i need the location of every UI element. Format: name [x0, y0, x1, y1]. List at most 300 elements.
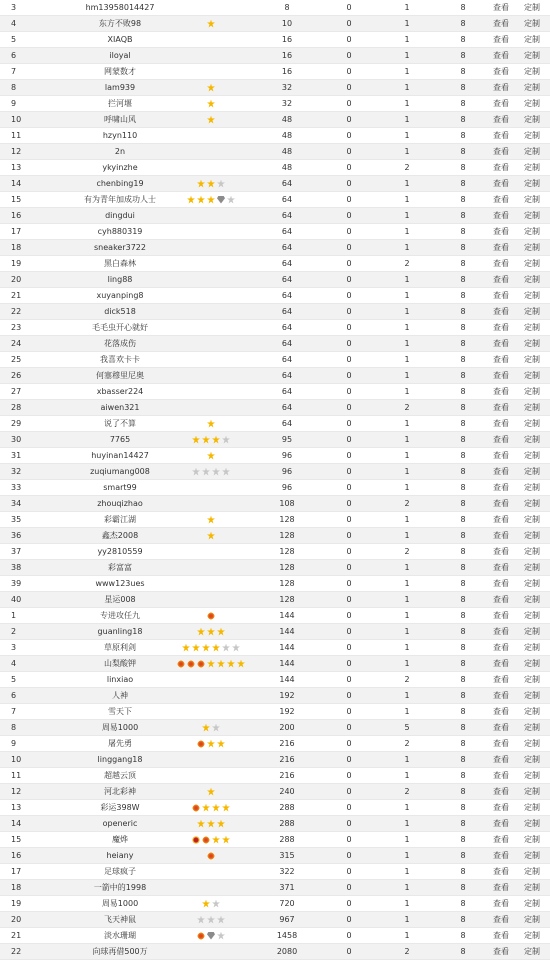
stat-cell-3: 1 [404, 771, 410, 780]
gold-star-icon [207, 116, 215, 124]
customize-link[interactable]: 定制 [524, 595, 540, 604]
username-cell: 网蒙数才 [104, 67, 136, 76]
stat-cell-4: 8 [460, 227, 466, 236]
stat-cell-3: 1 [404, 419, 410, 428]
username-cell: linxiao [106, 675, 134, 684]
stat-cell-4: 8 [460, 899, 466, 908]
customize-link[interactable]: 定制 [524, 915, 540, 924]
stat-cell-4: 8 [460, 771, 466, 780]
view-link[interactable]: 查看 [493, 499, 509, 508]
username-cell: 周易1000 [101, 899, 139, 908]
stat-cell-4: 8 [460, 755, 466, 764]
stat-cell-4: 8 [460, 579, 466, 588]
view-link[interactable]: 查看 [493, 803, 509, 812]
stat-cell-3: 1 [404, 915, 410, 924]
level-icons-cell [168, 336, 254, 351]
stat-cell-2: 0 [346, 851, 352, 860]
customize-link[interactable]: 定制 [524, 563, 540, 572]
rank-cell: 15 [11, 195, 22, 204]
gold-star-icon [207, 180, 215, 188]
customize-link[interactable]: 定制 [524, 275, 540, 284]
rank-cell: 17 [11, 867, 22, 876]
customize-link[interactable]: 定制 [524, 483, 540, 492]
customize-link[interactable]: 定制 [524, 227, 540, 236]
level-icons-cell [168, 832, 254, 847]
customize-link[interactable]: 定制 [524, 387, 540, 396]
customize-link[interactable]: 定制 [524, 451, 540, 460]
customize-link[interactable]: 定制 [524, 147, 540, 156]
stat-cell-2: 0 [346, 435, 352, 444]
view-link[interactable]: 查看 [493, 547, 509, 556]
username-cell: ling88 [107, 275, 133, 284]
view-link[interactable]: 查看 [493, 659, 509, 668]
customize-link[interactable]: 定制 [524, 499, 540, 508]
view-link[interactable]: 查看 [493, 467, 509, 476]
customize-link[interactable]: 定制 [524, 515, 540, 524]
view-link[interactable]: 查看 [493, 227, 509, 236]
stat-cell-2: 0 [346, 659, 352, 668]
stat-cell-1: 216 [279, 755, 295, 764]
username-cell: 鑫杰2008 [101, 531, 139, 540]
table-row [0, 368, 550, 384]
customize-link[interactable]: 定制 [524, 259, 540, 268]
stat-cell-4: 8 [460, 499, 466, 508]
stat-cell-2: 0 [346, 259, 352, 268]
rank-cell: 20 [11, 915, 22, 924]
stat-cell-4: 8 [460, 403, 466, 412]
stat-cell-2: 0 [346, 483, 352, 492]
view-link[interactable]: 查看 [493, 515, 509, 524]
gold-star-icon [207, 196, 215, 204]
stat-cell-1: 32 [281, 99, 293, 108]
stat-cell-2: 0 [346, 403, 352, 412]
customize-link[interactable]: 定制 [524, 755, 540, 764]
stat-cell-2: 0 [346, 307, 352, 316]
view-link[interactable]: 查看 [493, 787, 509, 796]
view-link[interactable]: 查看 [493, 275, 509, 284]
stat-cell-4: 8 [460, 35, 466, 44]
customize-link[interactable]: 定制 [524, 819, 540, 828]
stat-cell-2: 0 [346, 131, 352, 140]
silver-star-icon [192, 468, 200, 476]
stat-cell-1: 32 [281, 83, 293, 92]
customize-link[interactable]: 定制 [524, 51, 540, 60]
username-cell: smart99 [103, 483, 137, 492]
table-row [0, 48, 550, 64]
username-cell: 7765 [109, 435, 131, 444]
customize-link[interactable]: 定制 [524, 531, 540, 540]
view-link[interactable]: 查看 [493, 355, 509, 364]
stat-cell-1: 64 [281, 243, 293, 252]
customize-link[interactable]: 定制 [524, 291, 540, 300]
view-link[interactable]: 查看 [493, 611, 509, 620]
rank-cell: 40 [11, 595, 22, 604]
stat-cell-2: 0 [346, 515, 352, 524]
view-link[interactable]: 查看 [493, 35, 509, 44]
view-link[interactable]: 查看 [493, 83, 509, 92]
rank-cell: 11 [11, 771, 22, 780]
sun-medal-icon [202, 836, 210, 844]
customize-link[interactable]: 定制 [524, 659, 540, 668]
view-link[interactable]: 查看 [493, 483, 509, 492]
view-link[interactable]: 查看 [493, 451, 509, 460]
view-link[interactable]: 查看 [493, 403, 509, 412]
view-link[interactable]: 查看 [493, 259, 509, 268]
view-link[interactable]: 查看 [493, 99, 509, 108]
view-link[interactable]: 查看 [493, 131, 509, 140]
table-row [0, 640, 550, 656]
rank-cell: 10 [11, 115, 22, 124]
level-icons-cell [168, 864, 254, 879]
view-link[interactable]: 查看 [493, 195, 509, 204]
view-link[interactable]: 查看 [493, 339, 509, 348]
view-link[interactable]: 查看 [493, 51, 509, 60]
customize-link[interactable]: 定制 [524, 627, 540, 636]
customize-link[interactable]: 定制 [524, 787, 540, 796]
stat-cell-2: 0 [346, 563, 352, 572]
customize-link[interactable]: 定制 [524, 771, 540, 780]
level-icons-cell [168, 752, 254, 767]
view-link[interactable]: 查看 [493, 147, 509, 156]
stat-cell-1: 64 [281, 371, 293, 380]
diamond-icon [217, 196, 225, 204]
view-link[interactable]: 查看 [493, 67, 509, 76]
stat-cell-4: 8 [460, 947, 466, 956]
stat-cell-2: 0 [346, 883, 352, 892]
level-icons-cell [168, 496, 254, 511]
stat-cell-4: 8 [460, 451, 466, 460]
sun-medal-icon [197, 932, 205, 940]
view-link[interactable]: 查看 [493, 643, 509, 652]
view-link[interactable]: 查看 [493, 835, 509, 844]
customize-link[interactable]: 定制 [524, 899, 540, 908]
table-row [0, 896, 550, 912]
customize-link[interactable]: 定制 [524, 803, 540, 812]
username-cell: 毛毛虫开心就好 [92, 323, 148, 332]
stat-cell-2: 0 [346, 915, 352, 924]
stat-cell-4: 8 [460, 275, 466, 284]
view-link[interactable]: 查看 [493, 883, 509, 892]
stat-cell-2: 0 [346, 371, 352, 380]
customize-link[interactable]: 定制 [524, 707, 540, 716]
username-cell: dingdui [105, 211, 135, 220]
stat-cell-4: 8 [460, 387, 466, 396]
rank-cell: 10 [11, 755, 22, 764]
rank-cell: 2 [11, 627, 17, 636]
gold-star-icon [212, 436, 220, 444]
sun-medal-icon [187, 660, 195, 668]
rank-cell: 38 [11, 563, 22, 572]
level-icons-cell [168, 128, 254, 143]
gold-star-icon [222, 804, 230, 812]
customize-link[interactable]: 定制 [524, 611, 540, 620]
stat-cell-4: 8 [460, 627, 466, 636]
sun-medal-icon [197, 660, 205, 668]
level-icons-cell [168, 768, 254, 783]
rank-cell: 30 [11, 435, 22, 444]
customize-link[interactable]: 定制 [524, 3, 540, 12]
view-link[interactable]: 查看 [493, 243, 509, 252]
stat-cell-1: 288 [279, 819, 295, 828]
stat-cell-1: 192 [279, 707, 295, 716]
view-link[interactable]: 查看 [493, 595, 509, 604]
stat-cell-1: 240 [279, 787, 295, 796]
stat-cell-3: 1 [404, 115, 410, 124]
view-link[interactable]: 查看 [493, 179, 509, 188]
silver-star-icon [217, 916, 225, 924]
username-cell: 星运008 [104, 595, 136, 604]
stat-cell-2: 0 [346, 771, 352, 780]
username-cell: XIAQB [107, 35, 133, 44]
level-icons-cell [168, 432, 254, 447]
customize-link[interactable]: 定制 [524, 675, 540, 684]
customize-link[interactable]: 定制 [524, 163, 540, 172]
view-link[interactable]: 查看 [493, 19, 509, 28]
stat-cell-4: 8 [460, 179, 466, 188]
view-link[interactable]: 查看 [493, 307, 509, 316]
gold-star-icon [227, 660, 235, 668]
gold-star-icon [217, 660, 225, 668]
gold-star-icon [187, 196, 195, 204]
rank-cell: 15 [11, 835, 22, 844]
level-icons-cell [168, 912, 254, 927]
stat-cell-2: 0 [346, 755, 352, 764]
level-icons-cell [168, 96, 254, 111]
stat-cell-1: 64 [281, 387, 293, 396]
view-link[interactable]: 查看 [493, 867, 509, 876]
stat-cell-1: 8 [284, 3, 290, 12]
stat-cell-2: 0 [346, 947, 352, 956]
level-icons-cell [168, 272, 254, 287]
customize-link[interactable]: 定制 [524, 883, 540, 892]
view-link[interactable]: 查看 [493, 819, 509, 828]
view-link[interactable]: 查看 [493, 563, 509, 572]
customize-link[interactable]: 定制 [524, 547, 540, 556]
view-link[interactable]: 查看 [493, 931, 509, 940]
stat-cell-4: 8 [460, 723, 466, 732]
customize-link[interactable]: 定制 [524, 643, 540, 652]
customize-link[interactable]: 定制 [524, 99, 540, 108]
customize-link[interactable]: 定制 [524, 83, 540, 92]
sun-medal-icon [197, 740, 205, 748]
stat-cell-2: 0 [346, 451, 352, 460]
customize-link[interactable]: 定制 [524, 243, 540, 252]
rank-cell: 19 [11, 899, 22, 908]
view-link[interactable]: 查看 [493, 211, 509, 220]
gold-star-icon [202, 804, 210, 812]
gold-star-icon [202, 644, 210, 652]
rank-cell: 33 [11, 483, 22, 492]
stat-cell-3: 1 [404, 755, 410, 764]
customize-link[interactable]: 定制 [524, 323, 540, 332]
customize-link[interactable]: 定制 [524, 131, 540, 140]
stat-cell-1: 108 [279, 499, 295, 508]
view-link[interactable]: 查看 [493, 291, 509, 300]
view-link[interactable]: 查看 [493, 947, 509, 956]
stat-cell-1: 2080 [276, 947, 298, 956]
gold-star-icon [207, 84, 215, 92]
rank-cell: 7 [11, 67, 17, 76]
view-link[interactable]: 查看 [493, 371, 509, 380]
view-link[interactable]: 查看 [493, 899, 509, 908]
level-icons-cell [168, 736, 254, 751]
rank-cell: 20 [11, 275, 22, 284]
stat-cell-4: 8 [460, 707, 466, 716]
username-cell: 河北彩神 [104, 787, 136, 796]
stat-cell-4: 8 [460, 355, 466, 364]
level-icons-cell [168, 384, 254, 399]
rank-cell: 37 [11, 547, 22, 556]
gold-star-icon [207, 100, 215, 108]
stat-cell-1: 192 [279, 691, 295, 700]
username-cell: 魔烨 [112, 835, 128, 844]
stat-cell-2: 0 [346, 803, 352, 812]
stat-cell-1: 48 [281, 147, 293, 156]
level-icons-cell [168, 592, 254, 607]
view-link[interactable]: 查看 [493, 323, 509, 332]
stat-cell-2: 0 [346, 147, 352, 156]
stat-cell-2: 0 [346, 739, 352, 748]
stat-cell-4: 8 [460, 691, 466, 700]
view-link[interactable]: 查看 [493, 707, 509, 716]
gold-star-icon [197, 820, 205, 828]
table-row [0, 304, 550, 320]
customize-link[interactable]: 定制 [524, 355, 540, 364]
customize-link[interactable]: 定制 [524, 371, 540, 380]
view-link[interactable]: 查看 [493, 915, 509, 924]
customize-link[interactable]: 定制 [524, 435, 540, 444]
stat-cell-2: 0 [346, 51, 352, 60]
username-cell: 向球再借500万 [92, 947, 148, 956]
stat-cell-3: 1 [404, 515, 410, 524]
stat-cell-2: 0 [346, 899, 352, 908]
stat-cell-2: 0 [346, 195, 352, 204]
level-icons-cell [168, 64, 254, 79]
stat-cell-4: 8 [460, 851, 466, 860]
customize-link[interactable]: 定制 [524, 179, 540, 188]
customize-link[interactable]: 定制 [524, 739, 540, 748]
username-cell: 周易1000 [101, 723, 139, 732]
customize-link[interactable]: 定制 [524, 211, 540, 220]
customize-link[interactable]: 定制 [524, 115, 540, 124]
view-link[interactable]: 查看 [493, 755, 509, 764]
stat-cell-2: 0 [346, 931, 352, 940]
customize-link[interactable]: 定制 [524, 195, 540, 204]
view-link[interactable]: 查看 [493, 579, 509, 588]
silver-star-icon [212, 468, 220, 476]
view-link[interactable]: 查看 [493, 163, 509, 172]
view-link[interactable]: 查看 [493, 387, 509, 396]
view-link[interactable]: 查看 [493, 531, 509, 540]
customize-link[interactable]: 定制 [524, 419, 540, 428]
stat-cell-4: 8 [460, 483, 466, 492]
customize-link[interactable]: 定制 [524, 403, 540, 412]
table-row [0, 400, 550, 416]
view-link[interactable]: 查看 [493, 627, 509, 636]
stat-cell-3: 2 [404, 499, 410, 508]
customize-link[interactable]: 定制 [524, 947, 540, 956]
stat-cell-3: 1 [404, 467, 410, 476]
stat-cell-3: 1 [404, 611, 410, 620]
stat-cell-4: 8 [460, 787, 466, 796]
stat-cell-2: 0 [346, 99, 352, 108]
customize-link[interactable]: 定制 [524, 835, 540, 844]
table-row [0, 848, 550, 864]
stat-cell-3: 1 [404, 387, 410, 396]
view-link[interactable]: 查看 [493, 3, 509, 12]
gold-star-icon [202, 724, 210, 732]
view-link[interactable]: 查看 [493, 851, 509, 860]
stat-cell-3: 1 [404, 883, 410, 892]
table-row [0, 768, 550, 784]
level-icons-cell [168, 464, 254, 479]
view-link[interactable]: 查看 [493, 435, 509, 444]
gold-star-icon [207, 452, 215, 460]
level-icons-cell [168, 688, 254, 703]
view-link[interactable]: 查看 [493, 723, 509, 732]
table-row [0, 608, 550, 624]
stat-cell-3: 1 [404, 899, 410, 908]
stat-cell-2: 0 [346, 275, 352, 284]
username-cell: heiany [106, 851, 134, 860]
table-row [0, 448, 550, 464]
customize-link[interactable]: 定制 [524, 691, 540, 700]
stat-cell-3: 1 [404, 627, 410, 636]
customize-link[interactable]: 定制 [524, 35, 540, 44]
view-link[interactable]: 查看 [493, 739, 509, 748]
username-cell: 有为青年加成功人士 [84, 195, 156, 204]
stat-cell-3: 1 [404, 451, 410, 460]
stat-cell-4: 8 [460, 563, 466, 572]
stat-cell-4: 8 [460, 99, 466, 108]
stat-cell-4: 8 [460, 515, 466, 524]
customize-link[interactable]: 定制 [524, 579, 540, 588]
level-icons-cell [168, 784, 254, 799]
view-link[interactable]: 查看 [493, 419, 509, 428]
customize-link[interactable]: 定制 [524, 67, 540, 76]
stat-cell-2: 0 [346, 67, 352, 76]
stat-cell-3: 1 [404, 435, 410, 444]
stat-cell-4: 8 [460, 243, 466, 252]
view-link[interactable]: 查看 [493, 691, 509, 700]
view-link[interactable]: 查看 [493, 771, 509, 780]
rank-cell: 34 [11, 499, 22, 508]
username-cell: xbasser224 [96, 387, 144, 396]
view-link[interactable]: 查看 [493, 675, 509, 684]
customize-link[interactable]: 定制 [524, 723, 540, 732]
table-row [0, 672, 550, 688]
level-icons-cell [168, 224, 254, 239]
table-row [0, 720, 550, 736]
customize-link[interactable]: 定制 [524, 867, 540, 876]
customize-link[interactable]: 定制 [524, 307, 540, 316]
customize-link[interactable]: 定制 [524, 19, 540, 28]
table-row [0, 64, 550, 80]
customize-link[interactable]: 定制 [524, 851, 540, 860]
customize-link[interactable]: 定制 [524, 931, 540, 940]
view-link[interactable]: 查看 [493, 115, 509, 124]
customize-link[interactable]: 定制 [524, 339, 540, 348]
stat-cell-1: 128 [279, 579, 295, 588]
gold-star-icon [212, 644, 220, 652]
customize-link[interactable]: 定制 [524, 467, 540, 476]
stat-cell-4: 8 [460, 803, 466, 812]
silver-star-icon [207, 916, 215, 924]
table-row [0, 864, 550, 880]
table-row [0, 560, 550, 576]
stat-cell-3: 2 [404, 787, 410, 796]
table-row [0, 480, 550, 496]
